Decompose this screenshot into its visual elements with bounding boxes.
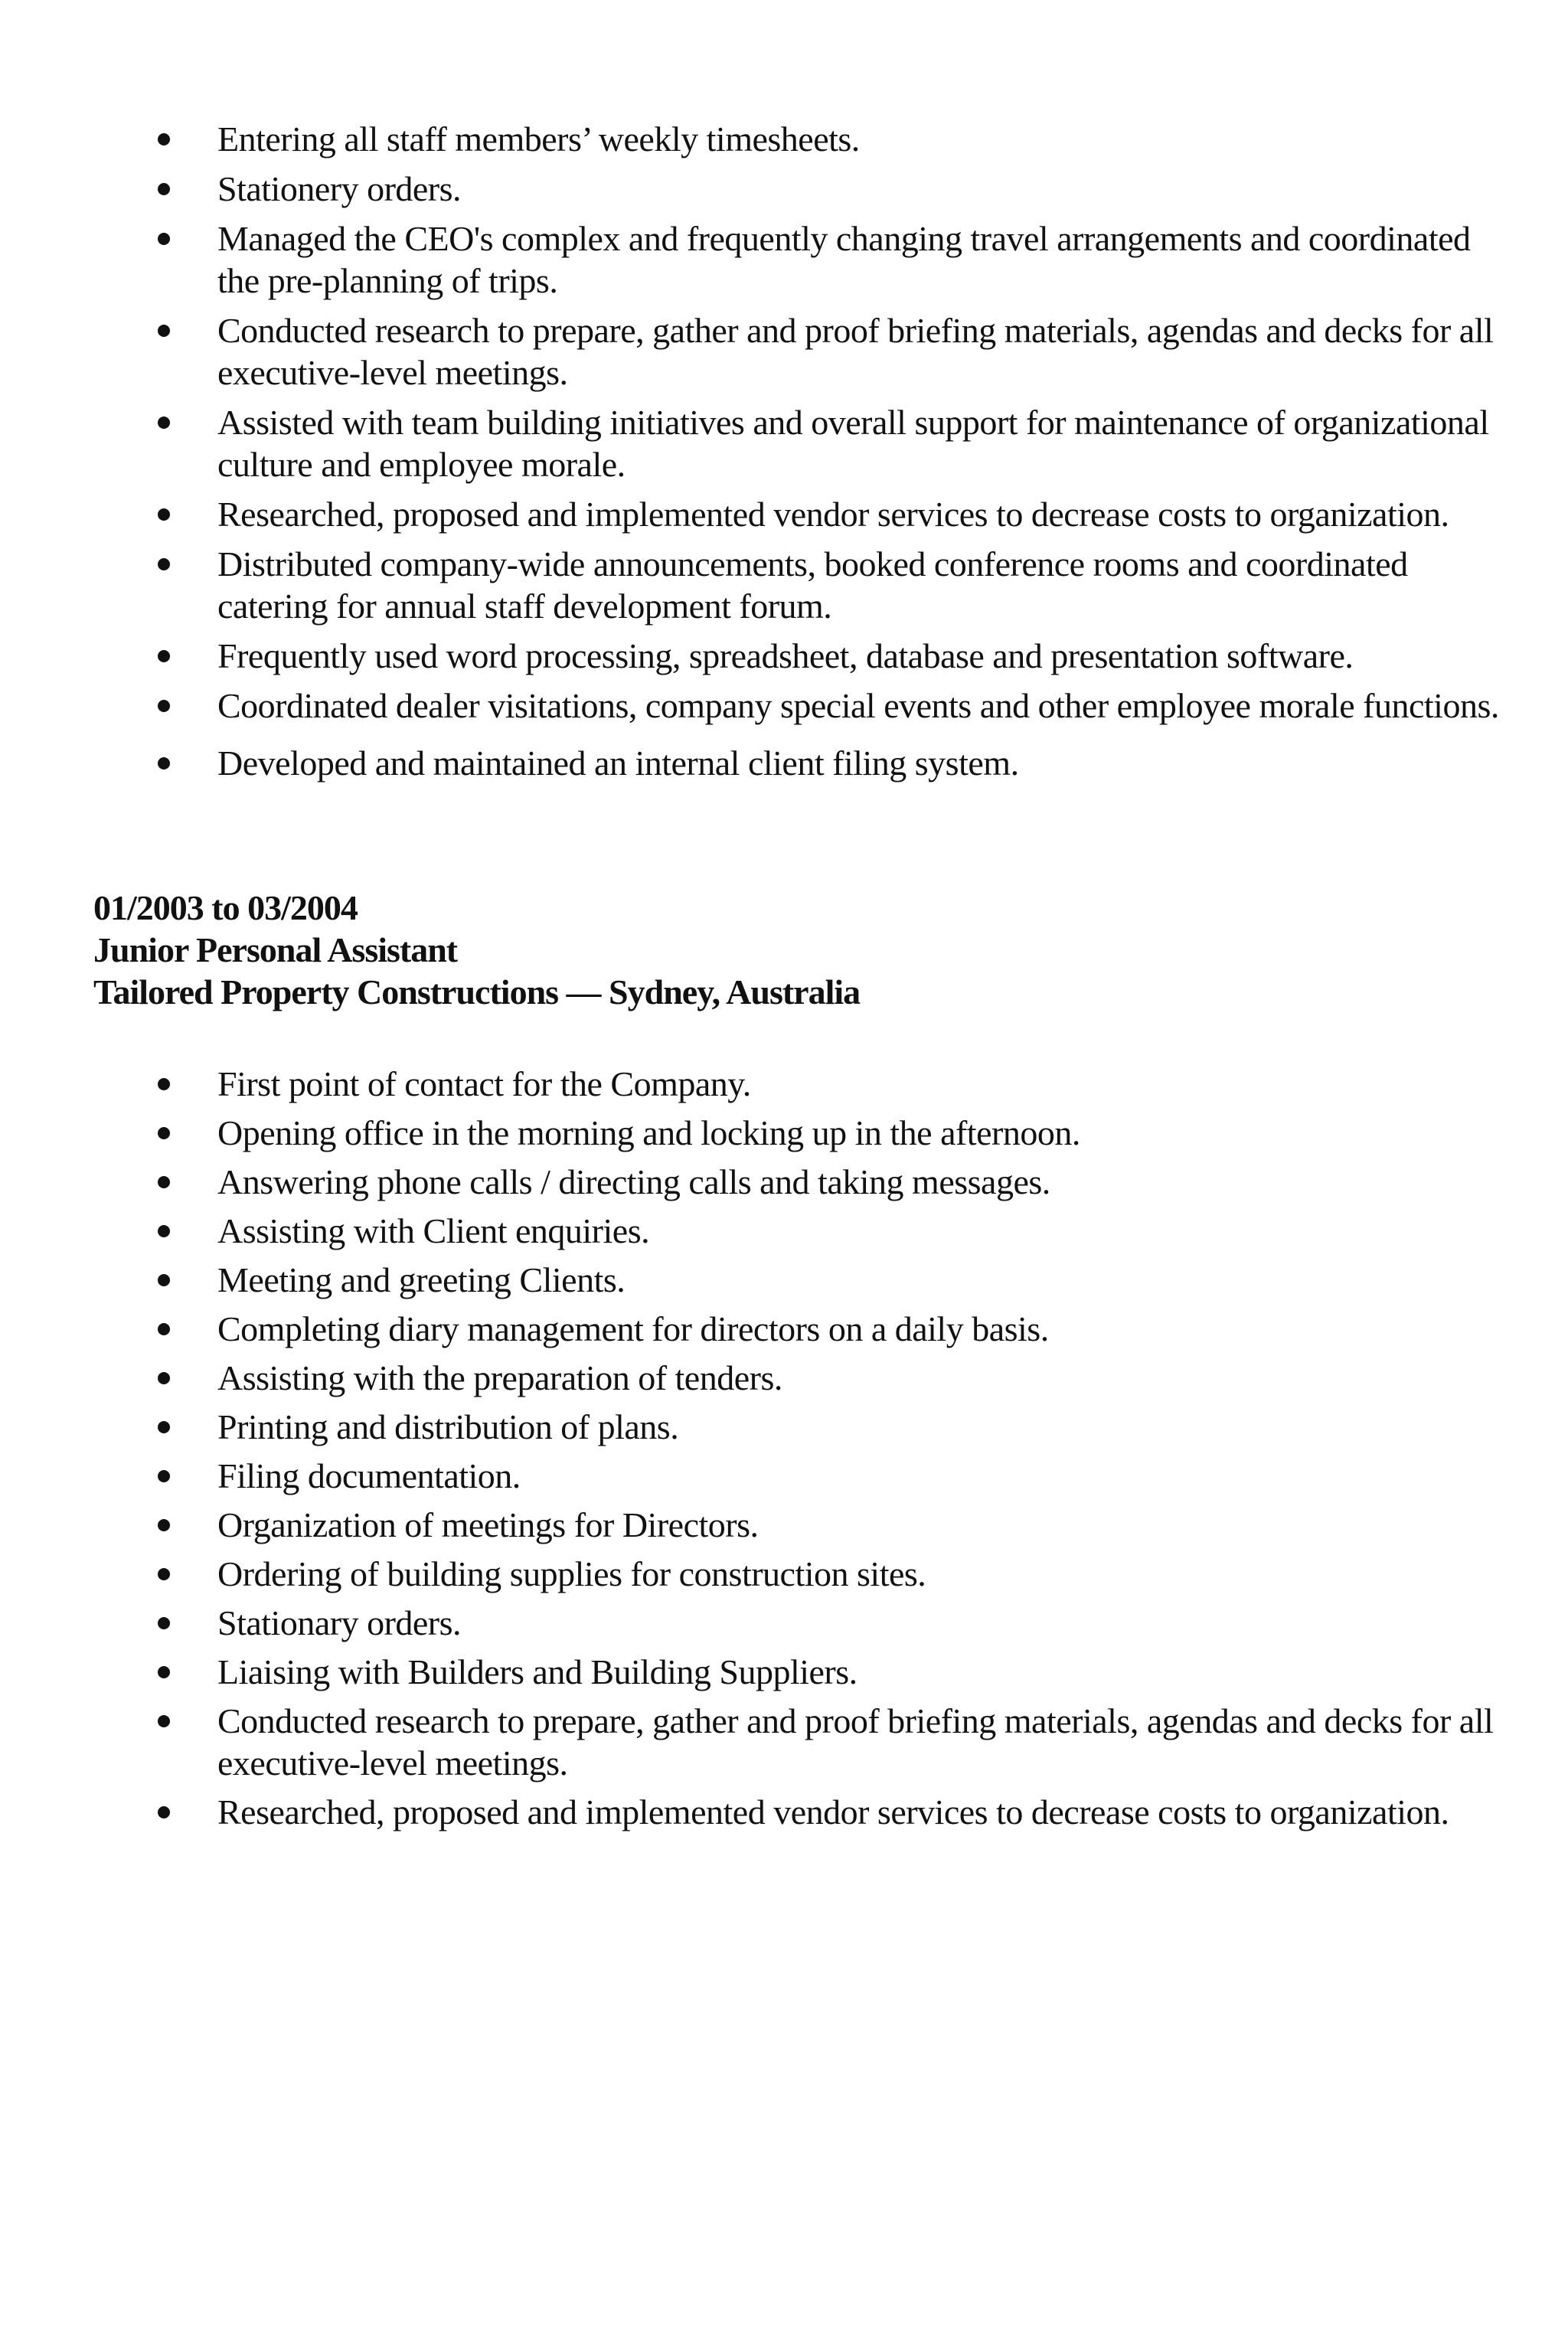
list-item-text: Assisted with team building initiatives and overall support for maintenance of organizational culture and employee morale. <box>217 403 1489 484</box>
list-item <box>0 1308 1568 1350</box>
list-item-text: Researched, proposed and implemented vendor services to decrease costs to organization. <box>217 495 1449 534</box>
list-item-text: Stationary orders. <box>217 1603 462 1642</box>
list-item <box>0 309 1568 394</box>
list-item-text: Stationery orders. <box>217 169 462 208</box>
list-item <box>0 1357 1568 1399</box>
list-item <box>0 401 1568 485</box>
list-item-text: Assisting with Client enquiries. <box>217 1211 650 1250</box>
bullet-icon <box>158 183 170 195</box>
list-item <box>0 168 1568 210</box>
list-item-text: First point of contact for the Company. <box>217 1064 751 1103</box>
list-item <box>0 1504 1568 1546</box>
bullet-icon <box>158 700 170 712</box>
list-item <box>0 1651 1568 1693</box>
list-item <box>0 1063 1568 1105</box>
bullet-icon <box>158 1568 170 1580</box>
bullet-icon <box>158 1372 170 1384</box>
bullet-icon <box>158 1078 170 1090</box>
bullet-icon <box>158 1274 170 1286</box>
list-item <box>0 1455 1568 1497</box>
list-item <box>0 742 1568 784</box>
list-item-text: Conducted research to prepare, gather and proof briefing materials, agendas and decks for all executive-level meetings. <box>217 1701 1494 1782</box>
bullet-icon <box>158 1715 170 1727</box>
bullet-icon <box>158 1470 170 1482</box>
bullet-icon <box>158 325 170 337</box>
list-item-text: Distributed company-wide announcements, booked conference rooms and coordinated catering for annual staff development forum. <box>217 544 1408 626</box>
job-title: Junior Personal Assistant <box>93 930 458 969</box>
list-item <box>0 493 1568 535</box>
bullet-icon <box>158 558 170 570</box>
bullet-icon <box>158 1806 170 1818</box>
bullet-icon <box>158 650 170 662</box>
list-item-text: Printing and distribution of plans. <box>217 1407 679 1446</box>
list-item-text: Entering all staff members’ weekly timesheets. <box>217 119 860 158</box>
bullet-icon <box>158 1666 170 1678</box>
junior-pa-duties-list <box>0 1063 1568 1840</box>
list-item <box>0 1406 1568 1448</box>
bullet-icon <box>158 1176 170 1188</box>
list-item-text: Researched, proposed and implemented vendor services to decrease costs to organization. <box>217 1792 1449 1831</box>
list-item-text: Conducted research to prepare, gather and proof briefing materials, agendas and decks for all executive-level meetings. <box>217 311 1494 392</box>
bullet-icon <box>158 1323 170 1335</box>
bullet-icon <box>158 1617 170 1629</box>
list-item-text: Developed and maintained an internal client filing system. <box>217 743 1019 783</box>
bullet-icon <box>158 133 170 145</box>
bullet-icon <box>158 508 170 521</box>
job-dates: 01/2003 to 03/2004 <box>93 888 358 927</box>
list-item <box>0 1553 1568 1595</box>
list-item-text: Meeting and greeting Clients. <box>217 1260 626 1299</box>
list-item-text: Coordinated dealer visitations, company special events and other employee morale functions. <box>217 686 1499 725</box>
bullet-icon <box>158 1225 170 1237</box>
list-item-text: Answering phone calls / directing calls and taking messages. <box>217 1162 1050 1201</box>
job-company: Tailored Property Constructions — Sydney, Australia <box>93 972 861 1011</box>
bullet-icon <box>158 1421 170 1433</box>
list-item-text: Assisting with the preparation of tenders. <box>217 1358 782 1397</box>
bullet-icon <box>158 1519 170 1531</box>
list-item-text: Filing documentation. <box>217 1456 521 1495</box>
list-item <box>0 1210 1568 1252</box>
job-header <box>93 887 860 1013</box>
list-item <box>0 543 1568 627</box>
bullet-icon <box>158 1127 170 1139</box>
list-item-text: Ordering of building supplies for construction sites. <box>217 1554 926 1593</box>
list-item-text: Frequently used word processing, spreadsheet, database and presentation software. <box>217 636 1354 675</box>
bullet-icon <box>158 417 170 429</box>
list-item <box>0 1791 1568 1833</box>
list-item-text: Opening office in the morning and locking up in the afternoon. <box>217 1113 1080 1152</box>
list-item <box>0 1700 1568 1784</box>
list-item <box>0 217 1568 302</box>
list-item-text: Organization of meetings for Directors. <box>217 1505 759 1544</box>
list-item <box>0 118 1568 160</box>
list-item-text: Managed the CEO's complex and frequently changing travel arrangements and coordinated the pre-planning of trips. <box>217 219 1471 300</box>
list-item-text: Completing diary management for directors on a daily basis. <box>217 1309 1049 1348</box>
previous-job-duties-list <box>0 118 1568 792</box>
list-item <box>0 1602 1568 1644</box>
bullet-icon <box>158 757 170 769</box>
list-item <box>0 685 1568 727</box>
list-item <box>0 635 1568 677</box>
list-item <box>0 1161 1568 1203</box>
list-item <box>0 1112 1568 1154</box>
bullet-icon <box>158 233 170 245</box>
list-item-text: Liaising with Builders and Building Suppliers. <box>217 1652 858 1691</box>
list-item <box>0 1259 1568 1301</box>
